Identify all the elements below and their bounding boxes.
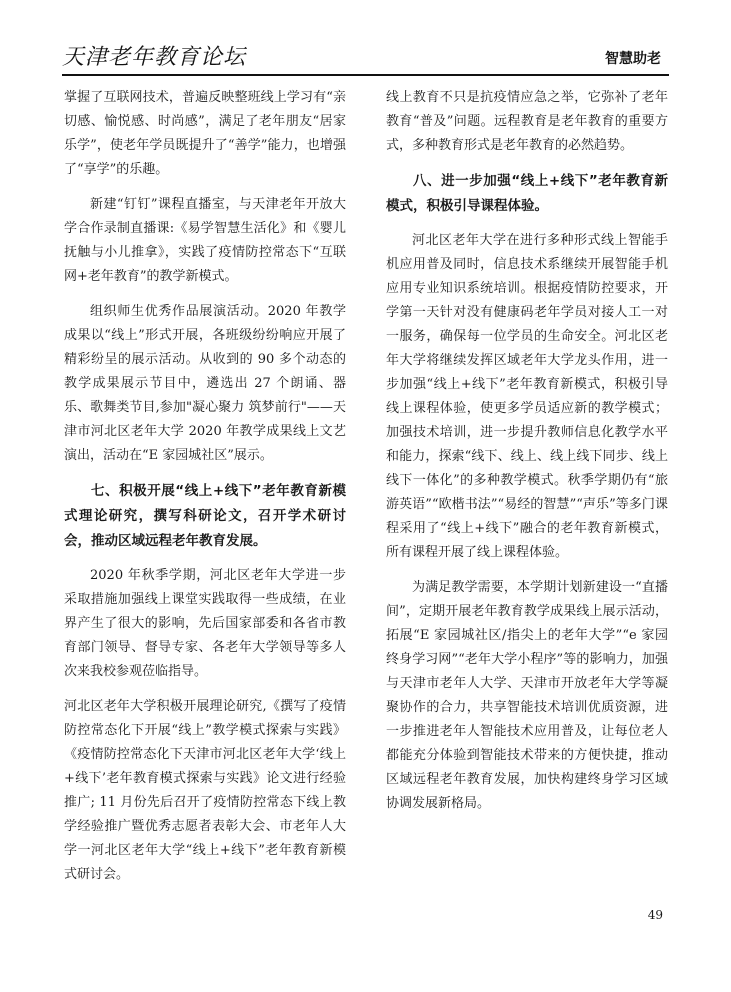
- paragraph: 河北区老年大学积极开展理论研究,《撰写了疫情防控常态化下开展“线上”教学模式探索与实践》《疫情防控常态化下天津市河北区老年大学‘线上+线下’老年教育模式探索与实践》论文进行经验推广; 11 月份先后召开了疫情防控常态下线上教学经验推广暨优秀志愿者表彰大会、市老年人大学一河北区老年大学“线上+线下”老年教育新模式研讨会。: [64, 699, 346, 882]
- journal-masthead: 天津老年教育论坛: [62, 45, 247, 70]
- section-label: 智慧助老: [605, 51, 661, 67]
- paragraph: 为满足教学需要，本学期计划新建设一“直播间”，定期开展老年教育教学成果线上展示活动，拓展“E 家园城社区/指尖上的老年大学”“e 家园终身学习网”“老年大学小程序”等的影响力，加强与天津市老年人大学、天津市开放老年大学等凝聚协作的合力，共享智能技术培训优质资源，进一步推进老年人智能技术应用普及，让每位老人都能充分体验到智能技术带来的方便快捷，推动区域远程老年教育发展，加快构建终身学习区域协调发展新格局。: [386, 580, 668, 811]
- section-heading-8: 八、进一步加强“线上+线下”老年教育新模式，积极引导课程体验。: [386, 173, 668, 214]
- paragraph: 线上教育不只是抗疫情应急之举，它弥补了老年教育“普及”问题。远程教育是老年教育的重要方式，多种教育形式是老年教育的必然趋势。: [386, 90, 668, 153]
- paragraph: 新建“钉钉”课程直播室，与天津老年开放大学合作录制直播课:《易学智慧生活化》和《婴儿抚触与小儿推拿》，实践了疫情防控常态下“互联网+老年教育”的教学新模式。: [64, 197, 346, 284]
- section-heading-7: 七、积极开展“线上+线下”老年教育新模式理论研究，撰写科研论文，召开学术研讨会，推动区域远程老年教育发展。: [64, 483, 346, 549]
- page-number: 49: [647, 908, 663, 922]
- paragraph: 2020 年秋季学期，河北区老年大学进一步采取措施加强线上课堂实践取得一些成绩，在业界产生了很大的影响，先后国家部委和各省市教育部门领导、督导专家、各老年大学领导等多人次来我校参观莅临指导。: [64, 568, 346, 679]
- paragraph: 组织师生优秀作品展演活动。2020 年教学成果以“线上”形式开展，各班级纷纷响应开展了精彩纷呈的展示活动。从收到的 90 多个动态的教学成果展示节目中，遴选出 27 个朗诵、器乐、歌舞类节目,参加"凝心聚力 筑梦前行"——天津市河北区老年大学 2020 年教学成果线上文艺演出，活动在“E 家园城社区”展示。: [64, 304, 346, 463]
- paragraph: 河北区老年大学在进行多种形式线上智能手机应用普及同时，信息技术系继续开展智能手机应用专业知识系统培训。根据疫情防控要求，开学第一天针对没有健康码老年学员对接人工一对一服务，确保每一位学员的生命安全。河北区老年大学将继续发挥区域老年大学龙头作用，进一步加强“线上+线下”老年教育新模式，积极引导线上课程体验，使更多学员适应新的教学模式；加强技术培训，进一步提升教师信息化教学水平和能力，探索“线下、线上、线上线下同步、线上线下一体化”的多种教学模式。秋季学期仍有“旅游英语”“欧楷书法”“易经的智慧”“声乐”等多门课程采用了“线上+线下”融合的老年教育新模式，所有课程开展了线上课程体验。: [386, 233, 668, 560]
- left-column: [64, 86, 346, 898]
- header-divider: [62, 74, 669, 76]
- paragraph: 掌握了互联网技术，普遍反映整班线上学习有“亲切感、愉悦感、时尚感”，满足了老年朋友“居家乐学”，使老年学员既提升了“善学”能力，也增强了“享学”的乐趣。: [64, 90, 346, 177]
- right-column: [386, 86, 668, 827]
